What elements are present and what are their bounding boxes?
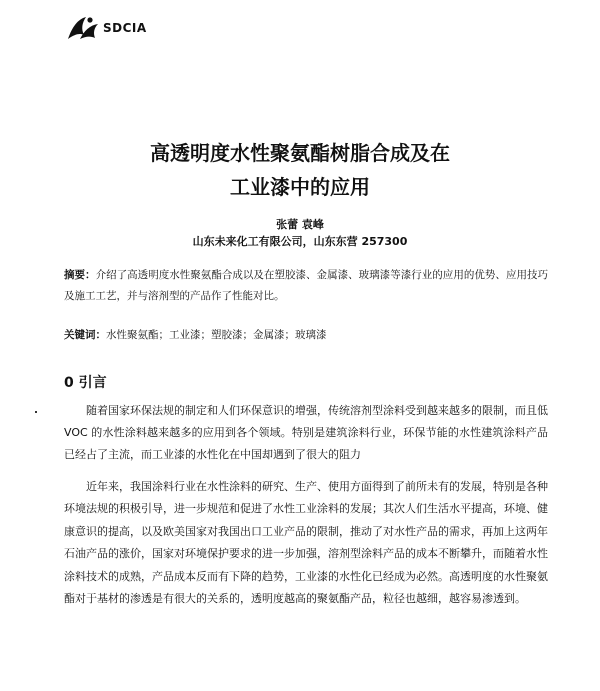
keywords-text: 水性聚氨酯；工业漆；塑胶漆；金属漆；玻璃漆 [106, 329, 327, 341]
abstract-text: 介绍了高透明度水性聚氨酯合成以及在塑胶漆、金属漆、玻璃漆等漆行业的应用的优势、应用技巧及施工工艺，并与溶剂型的产品作了性能对比。 [64, 269, 549, 302]
paper-title [0, 136, 600, 204]
title-line-2: 工业漆中的应用 [230, 175, 370, 199]
sdcia-logo [66, 14, 147, 42]
abstract [64, 265, 548, 307]
sdcia-logo-icon [66, 15, 100, 41]
paragraph-2: 近年来，我国涂料行业在水性涂料的研究、生产、使用方面得到了前所未有的发展，特别是各种环境法规的积极引导，进一步规范和促进了水性工业涂料的发展；其次人们生活水平提高，环境、健康意识的提高，以及欧美国家对我国出口工业产品的限制，推动了对水性产品的需求，再加上这两年石油产品的涨价，国家对环境保护要求的进一步加强，溶剂型涂料产品的成本不断攀升，而随着水性涂料技术的成熟，产品成本反而有下降的趋势，工业漆的水性化已经成为必然。高透明度的水性聚氨酯对于基材的渗透是有很大的关系的，透明度越高的聚氨酯产品，粒径也越细，越容易渗透到。 [64, 480, 548, 606]
keywords-label: 关键词： [64, 329, 106, 341]
logo-text: SDCIA [103, 21, 147, 35]
title-line-1: 高透明度水性聚氨酯树脂合成及在 [150, 141, 450, 165]
paragraph-1: 随着国家环保法规的制定和人们环保意识的增强，传统溶剂型涂料受到越来越多的限制，而且低 VOC 的水性涂料越来越多的应用到各个领域。特别是建筑涂料行业，环保节能的水性建筑涂料产品已经占了主流，而工业漆的水性化在中国却遇到了很大的阻力 [64, 404, 548, 461]
affiliation: 山东未来化工有限公司，山东东营 257300 [192, 235, 408, 248]
section-heading: 0 引言 [64, 375, 107, 391]
abstract-label: 摘要： [64, 269, 96, 281]
keywords [64, 325, 548, 345]
authors: 张蕾 袁峰 [276, 218, 324, 231]
margin-mark [35, 411, 37, 413]
